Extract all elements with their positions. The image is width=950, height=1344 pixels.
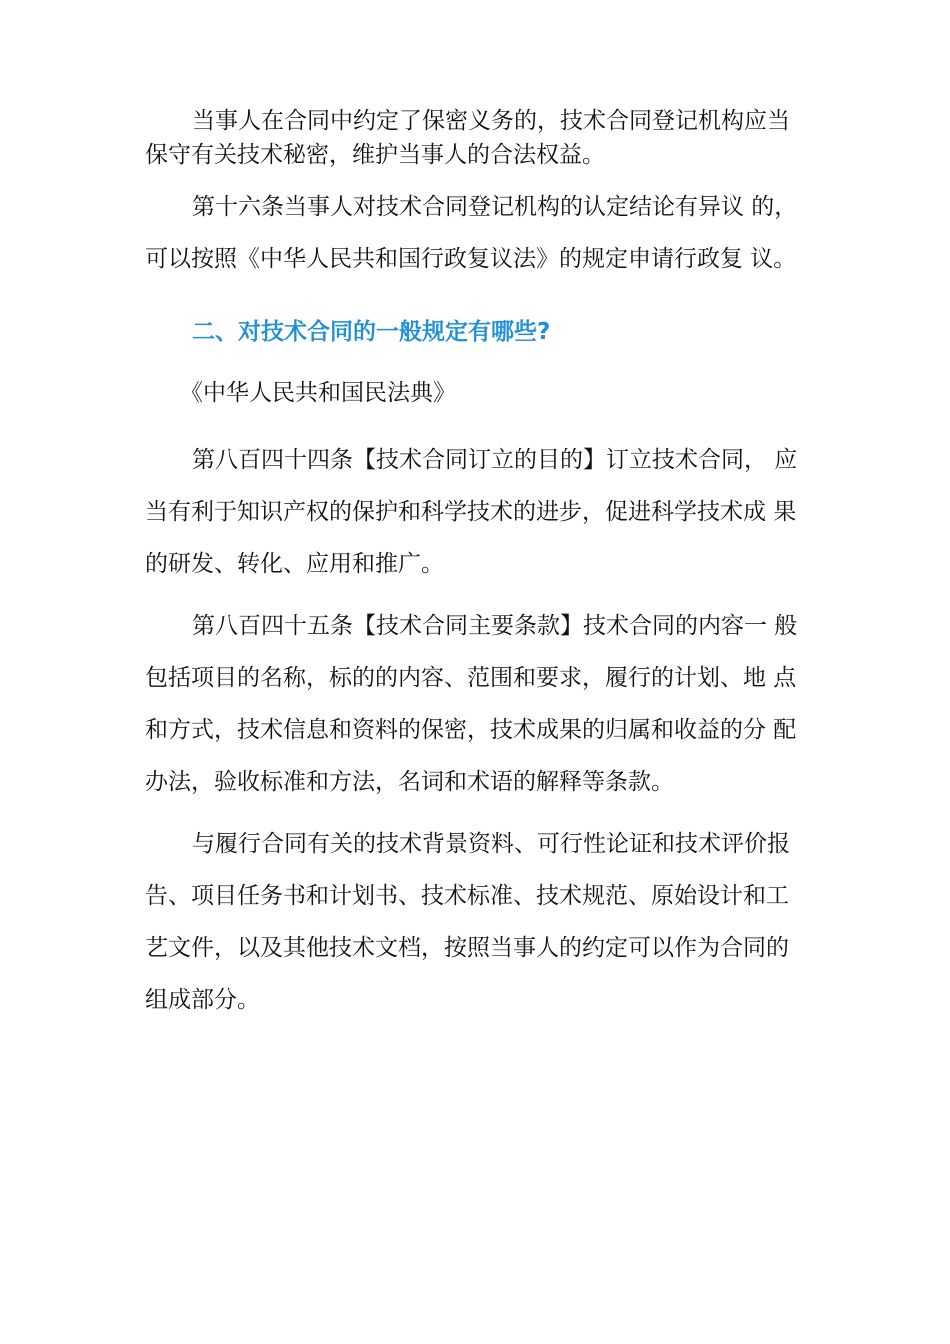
paragraph-article-16 [145, 181, 815, 285]
text-line: 包括项目的名称，标的的内容、范围和要求，履行的计划、地 点 [145, 665, 797, 691]
text-line: 保守有关技术秘密，维护当事人的合法权益。 [145, 142, 605, 168]
paragraph-contract-documents [145, 818, 815, 1026]
paragraph-article-845 [145, 600, 815, 808]
text-line: 组成部分。 [145, 987, 260, 1013]
text-line: 与履行合同有关的技术背景资料、可行性论证和技术评价报 [192, 831, 790, 857]
paragraph-article-844 [145, 434, 815, 590]
text-line: 第八百四十五条【技术合同主要条款】技术合同的内容一 般 [192, 613, 798, 639]
text-line: 当有利于知识产权的保护和科学技术的进步，促进科学技术成 果 [145, 499, 797, 525]
text-line: 告、项目任务书和计划书、技术标准、技术规范、原始设计和工 [145, 883, 789, 909]
text-line: 可以按照《中华人民共和国行政复议法》的规定申请行政复 议。 [145, 246, 797, 272]
text-line: 当事人在合同中约定了保密义务的，技术合同登记机构应当 [192, 108, 790, 134]
text-line: 办法，验收标准和方法，名词和术语的解释等条款。 [145, 769, 674, 795]
text-line: 和方式，技术信息和资料的保密，技术成果的归属和收益的分 配 [145, 717, 797, 743]
paragraph-confidentiality [145, 104, 815, 172]
text-line: 第八百四十四条【技术合同订立的目的】订立技术合同， 应 [192, 447, 798, 473]
section-heading: 二、对技术合同的一般规定有哪些? [192, 319, 551, 345]
text-line: 艺文件，以及其他技术文档，按照当事人的约定可以作为合同的 [145, 935, 789, 961]
text-line: 的研发、转化、应用和推广。 [145, 551, 444, 577]
law-title: 《中华人民共和国民法典》 [180, 380, 456, 406]
text-line: 第十六条当事人对技术合同登记机构的认定结论有异议 的， [192, 194, 798, 220]
